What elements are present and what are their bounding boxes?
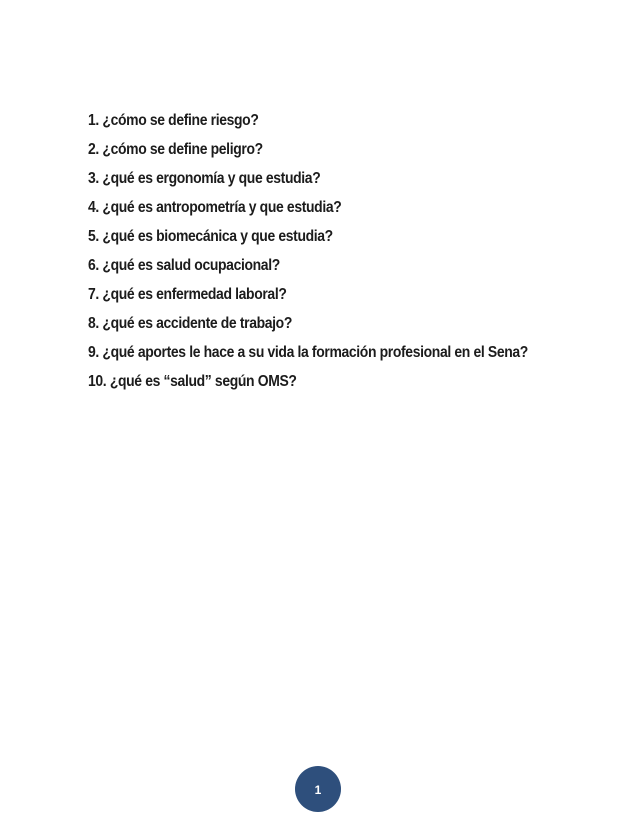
question-item: 1. ¿cómo se define riesgo? bbox=[88, 112, 259, 129]
question-item: 8. ¿qué es accidente de trabajo? bbox=[88, 315, 293, 332]
question-item: 5. ¿qué es biomecánica y que estudia? bbox=[88, 228, 333, 245]
question-item: 7. ¿qué es enfermedad laboral? bbox=[88, 286, 287, 303]
question-item: 6. ¿qué es salud ocupacional? bbox=[88, 257, 280, 274]
question-list bbox=[88, 111, 558, 401]
question-item: 4. ¿qué es antropometría y que estudia? bbox=[88, 199, 342, 216]
page-number-badge bbox=[295, 766, 341, 812]
question-item: 9. ¿qué aportes le hace a su vida la formación profesional en el Sena? bbox=[88, 344, 528, 361]
page-number: 1 bbox=[314, 783, 322, 797]
question-item: 2. ¿cómo se define peligro? bbox=[88, 141, 263, 158]
question-item: 3. ¿qué es ergonomía y que estudia? bbox=[88, 170, 321, 187]
question-item: 10. ¿qué es “salud” según OMS? bbox=[88, 373, 297, 390]
